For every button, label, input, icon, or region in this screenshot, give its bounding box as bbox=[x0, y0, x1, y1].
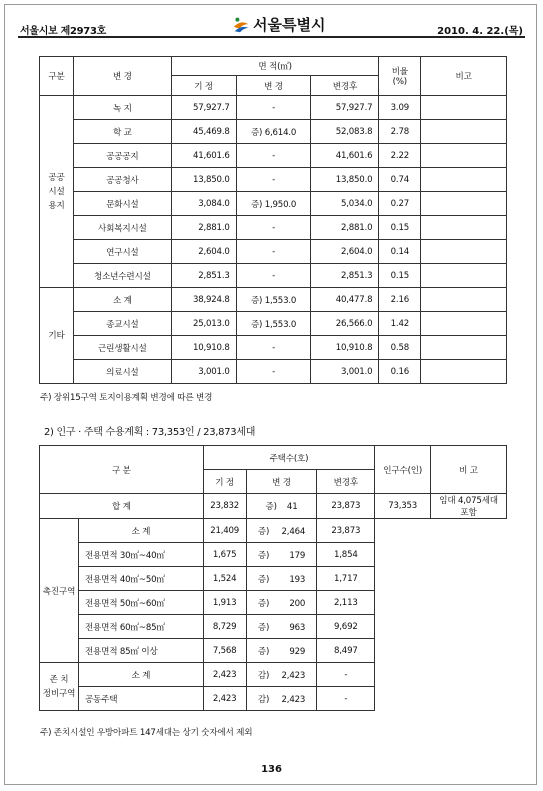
row-change bbox=[246, 519, 317, 543]
ratio-unit: (%) bbox=[392, 77, 407, 87]
row-change: - bbox=[236, 264, 311, 288]
t2-header-remark: 비 고 bbox=[431, 446, 507, 494]
row-remark bbox=[421, 120, 507, 144]
change-sign: 증) bbox=[257, 622, 270, 633]
row-label: 공공공지 bbox=[73, 144, 171, 168]
row-label: 문화시설 bbox=[73, 192, 171, 216]
change-sign: 증) bbox=[257, 550, 270, 561]
land-use-row bbox=[40, 216, 507, 240]
housing-row bbox=[40, 687, 507, 711]
row-label: 전용면적 50㎡~60㎡ bbox=[78, 591, 203, 615]
land-use-row bbox=[40, 264, 507, 288]
row-remark bbox=[421, 96, 507, 120]
row-remark bbox=[421, 192, 507, 216]
row-remark bbox=[421, 288, 507, 312]
row-remark bbox=[421, 360, 507, 384]
row-after: 1,717 bbox=[317, 567, 375, 591]
row-change: - bbox=[236, 360, 311, 384]
row-after: - bbox=[317, 663, 375, 687]
row-remark bbox=[421, 168, 507, 192]
row-label: 소 계 bbox=[78, 519, 203, 543]
row-after: 2,851.3 bbox=[311, 264, 379, 288]
row-remark bbox=[421, 264, 507, 288]
remark-line1: 임대 4,075세대 bbox=[439, 496, 498, 506]
housing-row bbox=[40, 519, 507, 543]
row-after: 1,854 bbox=[317, 543, 375, 567]
row-change: 증) 6,614.0 bbox=[236, 120, 311, 144]
change-sign: 증) bbox=[257, 526, 270, 537]
change-value: 963 bbox=[289, 622, 306, 633]
row-existing: 21,409 bbox=[203, 519, 246, 543]
row-change: - bbox=[236, 336, 311, 360]
total-change-value: 41 bbox=[286, 502, 298, 512]
row-after: 2,881.0 bbox=[311, 216, 379, 240]
change-value: 2,464 bbox=[281, 526, 306, 537]
row-change: - bbox=[236, 144, 311, 168]
row-change bbox=[246, 591, 317, 615]
row-label: 종교시설 bbox=[73, 312, 171, 336]
row-existing: 25,013.0 bbox=[171, 312, 236, 336]
row-after: 57,927.7 bbox=[311, 96, 379, 120]
row-change bbox=[246, 567, 317, 591]
row-existing: 13,850.0 bbox=[171, 168, 236, 192]
seoul-logo-icon bbox=[232, 16, 250, 34]
col-header-category: 구분 bbox=[40, 57, 74, 96]
row-label: 전용면적 85㎡ 이상 bbox=[78, 639, 203, 663]
row-after: 9,692 bbox=[317, 615, 375, 639]
row-label: 사회복지시설 bbox=[73, 216, 171, 240]
row-remark bbox=[421, 216, 507, 240]
row-after: 26,566.0 bbox=[311, 312, 379, 336]
total-existing: 23,832 bbox=[203, 494, 246, 519]
row-change: - bbox=[236, 168, 311, 192]
row-after: - bbox=[317, 687, 375, 711]
row-change: - bbox=[236, 240, 311, 264]
row-existing: 1,675 bbox=[203, 543, 246, 567]
table1-note: 주) 장위15구역 토지이용계획 변경에 따른 변경 bbox=[40, 393, 213, 403]
row-change bbox=[246, 639, 317, 663]
row-ratio: 0.16 bbox=[379, 360, 421, 384]
t2-header-housing: 주택수(호) bbox=[203, 446, 375, 470]
row-existing: 1,524 bbox=[203, 567, 246, 591]
row-change bbox=[246, 543, 317, 567]
reserve-name-line2: 정비구역 bbox=[42, 688, 76, 699]
row-ratio: 2.16 bbox=[379, 288, 421, 312]
change-value: 193 bbox=[289, 574, 306, 585]
total-after: 23,873 bbox=[317, 494, 375, 519]
housing-row bbox=[40, 663, 507, 687]
land-use-table bbox=[39, 56, 507, 384]
row-remark bbox=[421, 312, 507, 336]
row-existing: 1,913 bbox=[203, 591, 246, 615]
row-change: - bbox=[236, 216, 311, 240]
total-change-sign: 증) bbox=[265, 502, 277, 512]
row-existing: 57,927.7 bbox=[171, 96, 236, 120]
row-ratio: 2.78 bbox=[379, 120, 421, 144]
row-change: 증) 1,950.0 bbox=[236, 192, 311, 216]
t2-header-change: 변 경 bbox=[246, 470, 317, 494]
change-sign: 증) bbox=[257, 574, 270, 585]
land-use-row bbox=[40, 144, 507, 168]
row-existing: 2,423 bbox=[203, 687, 246, 711]
row-after: 10,910.8 bbox=[311, 336, 379, 360]
land-use-row bbox=[40, 360, 507, 384]
row-after: 40,477.8 bbox=[311, 288, 379, 312]
row-label: 공공청사 bbox=[73, 168, 171, 192]
land-use-row bbox=[40, 336, 507, 360]
total-change bbox=[246, 494, 317, 519]
land-use-row bbox=[40, 192, 507, 216]
row-existing: 3,001.0 bbox=[171, 360, 236, 384]
housing-row bbox=[40, 567, 507, 591]
row-existing: 2,881.0 bbox=[171, 216, 236, 240]
col-header-change-value: 변 경 bbox=[236, 76, 311, 96]
row-change: - bbox=[236, 96, 311, 120]
t2-header-population: 인구수(인) bbox=[375, 446, 431, 494]
row-existing: 2,604.0 bbox=[171, 240, 236, 264]
row-existing: 41,601.6 bbox=[171, 144, 236, 168]
housing-row bbox=[40, 543, 507, 567]
row-remark bbox=[421, 240, 507, 264]
row-label: 청소년수련시설 bbox=[73, 264, 171, 288]
t2-header-after: 변경후 bbox=[317, 470, 375, 494]
col-header-ratio bbox=[379, 57, 421, 96]
row-label: 전용면적 60㎡~85㎡ bbox=[78, 615, 203, 639]
seoul-header bbox=[232, 14, 325, 35]
col-header-remark: 비고 bbox=[421, 57, 507, 96]
row-ratio: 0.74 bbox=[379, 168, 421, 192]
row-ratio: 0.15 bbox=[379, 264, 421, 288]
land-use-row bbox=[40, 168, 507, 192]
page-number: 136 bbox=[261, 764, 282, 775]
change-value: 2,423 bbox=[281, 670, 306, 681]
col-header-after: 변경후 bbox=[311, 76, 379, 96]
ratio-label: 비율 bbox=[391, 67, 408, 77]
row-after: 8,497 bbox=[317, 639, 375, 663]
col-header-existing: 기 정 bbox=[171, 76, 236, 96]
group-name: 기타 bbox=[40, 288, 74, 384]
land-use-body bbox=[40, 96, 507, 384]
row-after: 23,873 bbox=[317, 519, 375, 543]
row-label: 소 계 bbox=[73, 288, 171, 312]
land-use-row bbox=[40, 120, 507, 144]
bulletin-date: 2010. 4. 22.(목) bbox=[437, 26, 523, 37]
row-change bbox=[246, 663, 317, 687]
row-ratio: 1.42 bbox=[379, 312, 421, 336]
section2-title: 2) 인구 · 주택 수용계획 : 73,353인 / 23,873세대 bbox=[44, 427, 256, 438]
row-after: 2,604.0 bbox=[311, 240, 379, 264]
row-after: 52,083.8 bbox=[311, 120, 379, 144]
row-existing: 7,568 bbox=[203, 639, 246, 663]
change-sign: 증) bbox=[257, 646, 270, 657]
row-existing: 10,910.8 bbox=[171, 336, 236, 360]
housing-plan-table bbox=[39, 445, 507, 711]
row-label: 전용면적 30㎡~40㎡ bbox=[78, 543, 203, 567]
row-after: 2,113 bbox=[317, 591, 375, 615]
remark-cell bbox=[431, 494, 507, 519]
change-value: 929 bbox=[289, 646, 306, 657]
bulletin-issue: 서울시보 제2973호 bbox=[20, 26, 106, 37]
t2-header-existing: 기 정 bbox=[203, 470, 246, 494]
row-change: 증) 1,553.0 bbox=[236, 288, 311, 312]
row-remark bbox=[421, 144, 507, 168]
row-label: 소 계 bbox=[78, 663, 203, 687]
row-existing: 2,423 bbox=[203, 663, 246, 687]
housing-plan-body bbox=[40, 519, 507, 711]
housing-row bbox=[40, 615, 507, 639]
total-label: 합 계 bbox=[40, 494, 204, 519]
row-ratio: 0.27 bbox=[379, 192, 421, 216]
row-after: 5,034.0 bbox=[311, 192, 379, 216]
t2-header-category: 구 분 bbox=[40, 446, 204, 494]
row-existing: 45,469.8 bbox=[171, 120, 236, 144]
group-name-reserve bbox=[40, 663, 79, 711]
row-existing: 38,924.8 bbox=[171, 288, 236, 312]
row-label: 녹 지 bbox=[73, 96, 171, 120]
row-ratio: 0.14 bbox=[379, 240, 421, 264]
header-divider bbox=[18, 36, 525, 38]
row-ratio: 0.15 bbox=[379, 216, 421, 240]
change-sign: 감) bbox=[257, 694, 270, 705]
row-label: 근린생활시설 bbox=[73, 336, 171, 360]
group-name: 공공 시설 용지 bbox=[40, 96, 74, 288]
row-existing: 2,851.3 bbox=[171, 264, 236, 288]
row-existing: 3,084.0 bbox=[171, 192, 236, 216]
table2-note: 주) 존치시설인 우방아파트 147세대는 상기 숫자에서 제외 bbox=[40, 728, 253, 738]
row-after: 13,850.0 bbox=[311, 168, 379, 192]
row-after: 3,001.0 bbox=[311, 360, 379, 384]
row-label: 공동주택 bbox=[78, 687, 203, 711]
row-change: 증) 1,553.0 bbox=[236, 312, 311, 336]
col-header-change: 변 경 bbox=[73, 57, 171, 96]
row-change bbox=[246, 687, 317, 711]
group-name-promo: 촉진구역 bbox=[40, 519, 79, 663]
housing-row bbox=[40, 639, 507, 663]
row-ratio: 2.22 bbox=[379, 144, 421, 168]
row-existing: 8,729 bbox=[203, 615, 246, 639]
row-ratio: 0.58 bbox=[379, 336, 421, 360]
reserve-name-line1: 존 치 bbox=[49, 674, 69, 685]
row-label: 학 교 bbox=[73, 120, 171, 144]
housing-row bbox=[40, 591, 507, 615]
row-label: 연구시설 bbox=[73, 240, 171, 264]
row-label: 전용면적 40㎡~50㎡ bbox=[78, 567, 203, 591]
land-use-row bbox=[40, 288, 507, 312]
population-cell: 73,353 bbox=[375, 494, 431, 519]
row-ratio: 3.09 bbox=[379, 96, 421, 120]
land-use-row bbox=[40, 240, 507, 264]
land-use-row bbox=[40, 312, 507, 336]
change-value: 200 bbox=[289, 598, 306, 609]
row-after: 41,601.6 bbox=[311, 144, 379, 168]
change-value: 179 bbox=[289, 550, 306, 561]
seoul-title: 서울특별시 bbox=[253, 16, 326, 34]
row-change bbox=[246, 615, 317, 639]
remark-line2: 포함 bbox=[460, 508, 477, 518]
col-header-area: 면 적(㎡) bbox=[171, 57, 379, 76]
land-use-row bbox=[40, 96, 507, 120]
change-value: 2,423 bbox=[281, 694, 306, 705]
change-sign: 감) bbox=[257, 670, 270, 681]
row-label: 의료시설 bbox=[73, 360, 171, 384]
change-sign: 증) bbox=[257, 598, 270, 609]
row-remark bbox=[421, 336, 507, 360]
